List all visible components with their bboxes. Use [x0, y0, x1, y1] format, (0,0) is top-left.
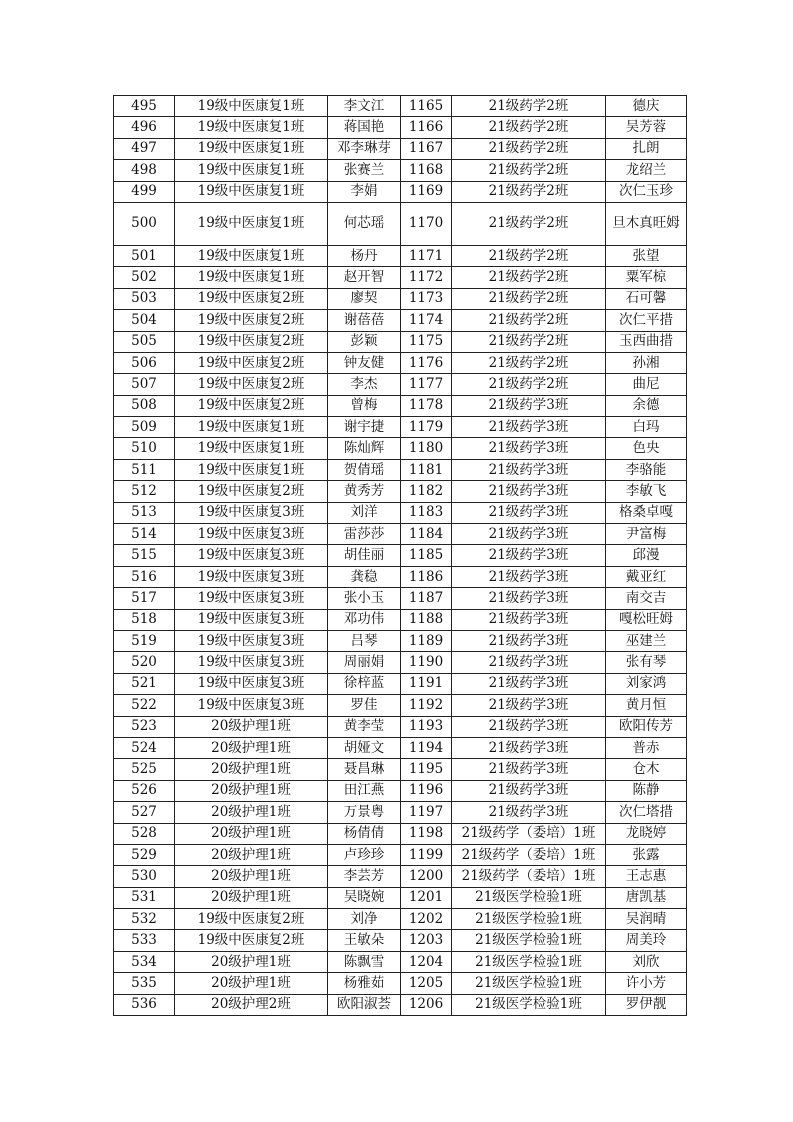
row-number-left: 500: [114, 202, 175, 245]
class-right: 21级药学2班: [452, 138, 606, 159]
student-name-left: 黄秀芳: [328, 481, 401, 502]
student-name-left: 龚稳: [328, 566, 401, 587]
row-number-left: 502: [114, 267, 175, 288]
table-row: [114, 331, 687, 352]
row-number-left: 526: [114, 780, 175, 801]
row-number-left: 498: [114, 160, 175, 181]
student-name-right: 玉西曲措: [606, 331, 687, 352]
class-left: 19级中医康复2班: [175, 331, 328, 352]
row-number-right: 1195: [401, 759, 452, 780]
student-name-left: 贺倩瑶: [328, 459, 401, 480]
class-right: 21级药学3班: [452, 716, 606, 737]
row-number-right: 1199: [401, 844, 452, 865]
table-row: [114, 759, 687, 780]
table-row: [114, 866, 687, 887]
class-right: 21级药学2班: [452, 310, 606, 331]
student-name-right: 陈静: [606, 780, 687, 801]
row-number-left: 497: [114, 138, 175, 159]
row-number-right: 1183: [401, 502, 452, 523]
table-row: [114, 181, 687, 202]
row-number-right: 1170: [401, 202, 452, 245]
student-name-left: 谢宇捷: [328, 417, 401, 438]
student-name-left: 曾梅: [328, 395, 401, 416]
class-left: 19级中医康复1班: [175, 245, 328, 266]
student-name-left: 胡娅文: [328, 737, 401, 758]
student-name-right: 南交吉: [606, 588, 687, 609]
row-number-right: 1204: [401, 951, 452, 972]
table-row: [114, 802, 687, 823]
row-number-right: 1190: [401, 652, 452, 673]
row-number-right: 1173: [401, 288, 452, 309]
student-name-right: 扎朗: [606, 138, 687, 159]
row-number-left: 512: [114, 481, 175, 502]
student-name-left: 李杰: [328, 374, 401, 395]
student-name-right: 尹富梅: [606, 524, 687, 545]
student-name-right: 次仁塔措: [606, 802, 687, 823]
row-number-right: 1181: [401, 459, 452, 480]
row-number-right: 1186: [401, 566, 452, 587]
class-left: 20级护理1班: [175, 737, 328, 758]
row-number-left: 504: [114, 310, 175, 331]
class-right: 21级药学2班: [452, 245, 606, 266]
class-left: 20级护理1班: [175, 716, 328, 737]
student-name-right: 李敏飞: [606, 481, 687, 502]
row-number-right: 1165: [401, 96, 452, 117]
student-name-right: 格桑卓嘎: [606, 502, 687, 523]
row-number-right: 1180: [401, 438, 452, 459]
class-right: 21级药学3班: [452, 737, 606, 758]
class-left: 19级中医康复1班: [175, 181, 328, 202]
class-left: 19级中医康复2班: [175, 930, 328, 951]
row-number-right: 1167: [401, 138, 452, 159]
class-right: 21级药学3班: [452, 695, 606, 716]
student-name-left: 张小玉: [328, 588, 401, 609]
student-name-left: 杨雅茹: [328, 973, 401, 994]
student-name-right: 余德: [606, 395, 687, 416]
class-left: 19级中医康复1班: [175, 459, 328, 480]
table-row: [114, 160, 687, 181]
table-row: [114, 887, 687, 908]
class-left: 20级护理1班: [175, 780, 328, 801]
table-row: [114, 245, 687, 266]
class-left: 20级护理1班: [175, 887, 328, 908]
student-name-right: 张露: [606, 844, 687, 865]
student-name-right: 色央: [606, 438, 687, 459]
row-number-left: 505: [114, 331, 175, 352]
row-number-right: 1198: [401, 823, 452, 844]
student-name-right: 普赤: [606, 737, 687, 758]
student-name-left: 陈灿辉: [328, 438, 401, 459]
class-right: 21级药学2班: [452, 117, 606, 138]
student-name-right: 刘欣: [606, 951, 687, 972]
student-name-right: 刘家鸿: [606, 673, 687, 694]
row-number-right: 1169: [401, 181, 452, 202]
student-name-right: 唐凯基: [606, 887, 687, 908]
class-left: 19级中医康复1班: [175, 417, 328, 438]
student-name-right: 孙湘: [606, 352, 687, 373]
row-number-left: 533: [114, 930, 175, 951]
row-number-right: 1189: [401, 630, 452, 651]
row-number-left: 519: [114, 630, 175, 651]
table-body: [114, 96, 687, 1016]
class-left: 19级中医康复1班: [175, 117, 328, 138]
student-name-left: 赵开智: [328, 267, 401, 288]
table-row: [114, 202, 687, 245]
row-number-right: 1174: [401, 310, 452, 331]
student-name-left: 李芸芳: [328, 866, 401, 887]
class-left: 20级护理2班: [175, 994, 328, 1015]
class-left: 19级中医康复3班: [175, 588, 328, 609]
row-number-left: 521: [114, 673, 175, 694]
row-number-left: 518: [114, 609, 175, 630]
table-row: [114, 588, 687, 609]
table-row: [114, 352, 687, 373]
class-right: 21级药学3班: [452, 652, 606, 673]
class-left: 19级中医康复1班: [175, 160, 328, 181]
table-row: [114, 545, 687, 566]
student-name-right: 许小芳: [606, 973, 687, 994]
class-left: 19级中医康复1班: [175, 202, 328, 245]
table-row: [114, 417, 687, 438]
class-right: 21级医学检验1班: [452, 994, 606, 1015]
student-name-left: 李娟: [328, 181, 401, 202]
row-number-right: 1176: [401, 352, 452, 373]
student-name-left: 黄李莹: [328, 716, 401, 737]
row-number-right: 1187: [401, 588, 452, 609]
row-number-right: 1182: [401, 481, 452, 502]
class-left: 19级中医康复3班: [175, 524, 328, 545]
student-name-left: 聂昌琳: [328, 759, 401, 780]
table-row: [114, 994, 687, 1015]
student-name-left: 欧阳淑荟: [328, 994, 401, 1015]
row-number-left: 496: [114, 117, 175, 138]
class-left: 20级护理1班: [175, 973, 328, 994]
class-left: 19级中医康复1班: [175, 96, 328, 117]
row-number-right: 1166: [401, 117, 452, 138]
class-right: 21级药学2班: [452, 181, 606, 202]
student-name-right: 邱漫: [606, 545, 687, 566]
row-number-left: 529: [114, 844, 175, 865]
row-number-left: 528: [114, 823, 175, 844]
class-right: 21级医学检验1班: [452, 909, 606, 930]
table-row: [114, 267, 687, 288]
table-row: [114, 973, 687, 994]
class-right: 21级医学检验1班: [452, 930, 606, 951]
row-number-left: 507: [114, 374, 175, 395]
row-number-left: 515: [114, 545, 175, 566]
class-right: 21级药学3班: [452, 438, 606, 459]
student-name-left: 何芯瑶: [328, 202, 401, 245]
student-name-left: 钟友健: [328, 352, 401, 373]
student-name-left: 李文江: [328, 96, 401, 117]
table-row: [114, 566, 687, 587]
student-name-left: 吕琴: [328, 630, 401, 651]
table-row: [114, 288, 687, 309]
row-number-right: 1197: [401, 802, 452, 823]
student-name-right: 王志惠: [606, 866, 687, 887]
class-left: 19级中医康复3班: [175, 545, 328, 566]
table-row: [114, 695, 687, 716]
table-row: [114, 524, 687, 545]
row-number-left: 514: [114, 524, 175, 545]
table-row: [114, 844, 687, 865]
class-right: 21级药学3班: [452, 588, 606, 609]
table-row: [114, 374, 687, 395]
student-name-right: 黄月恒: [606, 695, 687, 716]
row-number-left: 535: [114, 973, 175, 994]
class-right: 21级药学2班: [452, 267, 606, 288]
row-number-right: 1168: [401, 160, 452, 181]
student-name-right: 次仁玉珍: [606, 181, 687, 202]
class-right: 21级药学3班: [452, 780, 606, 801]
row-number-right: 1179: [401, 417, 452, 438]
table-row: [114, 630, 687, 651]
row-number-left: 536: [114, 994, 175, 1015]
class-right: 21级药学3班: [452, 395, 606, 416]
row-number-right: 1193: [401, 716, 452, 737]
row-number-right: 1201: [401, 887, 452, 908]
table-row: [114, 823, 687, 844]
class-left: 19级中医康复2班: [175, 909, 328, 930]
student-name-left: 刘洋: [328, 502, 401, 523]
class-left: 19级中医康复1班: [175, 267, 328, 288]
table-row: [114, 117, 687, 138]
row-number-left: 510: [114, 438, 175, 459]
row-number-right: 1206: [401, 994, 452, 1015]
row-number-left: 499: [114, 181, 175, 202]
table-row: [114, 930, 687, 951]
student-name-left: 彭颖: [328, 331, 401, 352]
student-name-right: 白玛: [606, 417, 687, 438]
class-right: 21级药学3班: [452, 502, 606, 523]
student-name-left: 谢蓓蓓: [328, 310, 401, 331]
row-number-right: 1175: [401, 331, 452, 352]
class-right: 21级药学2班: [452, 160, 606, 181]
student-name-right: 粟军椋: [606, 267, 687, 288]
row-number-left: 522: [114, 695, 175, 716]
student-name-left: 田江燕: [328, 780, 401, 801]
class-right: 21级药学2班: [452, 288, 606, 309]
student-name-left: 陈飘雪: [328, 951, 401, 972]
row-number-right: 1196: [401, 780, 452, 801]
student-list-table: [113, 95, 687, 1016]
student-name-right: 欧阳传芳: [606, 716, 687, 737]
row-number-left: 503: [114, 288, 175, 309]
row-number-left: 520: [114, 652, 175, 673]
row-number-right: 1185: [401, 545, 452, 566]
class-right: 21级药学（委培）1班: [452, 823, 606, 844]
table-row: [114, 310, 687, 331]
class-left: 19级中医康复2班: [175, 481, 328, 502]
student-name-right: 李骆能: [606, 459, 687, 480]
student-name-right: 吴润晴: [606, 909, 687, 930]
class-right: 21级药学2班: [452, 374, 606, 395]
student-name-left: 徐梓蓝: [328, 673, 401, 694]
class-right: 21级药学3班: [452, 802, 606, 823]
student-name-right: 周美玲: [606, 930, 687, 951]
class-left: 20级护理1班: [175, 951, 328, 972]
student-name-right: 龙晓婷: [606, 823, 687, 844]
student-name-right: 旦木真旺姆: [606, 202, 687, 245]
class-left: 19级中医康复3班: [175, 652, 328, 673]
student-name-right: 德庆: [606, 96, 687, 117]
class-left: 19级中医康复1班: [175, 138, 328, 159]
class-right: 21级药学3班: [452, 545, 606, 566]
student-name-right: 张有琴: [606, 652, 687, 673]
class-left: 19级中医康复3班: [175, 502, 328, 523]
student-name-left: 邓李琳芽: [328, 138, 401, 159]
student-name-right: 吴芳蓉: [606, 117, 687, 138]
table-row: [114, 951, 687, 972]
class-left: 20级护理1班: [175, 802, 328, 823]
row-number-left: 506: [114, 352, 175, 373]
row-number-left: 495: [114, 96, 175, 117]
class-right: 21级药学2班: [452, 96, 606, 117]
student-name-right: 仓木: [606, 759, 687, 780]
table-row: [114, 395, 687, 416]
class-left: 19级中医康复2班: [175, 288, 328, 309]
student-name-left: 张赛兰: [328, 160, 401, 181]
student-name-right: 戴亚红: [606, 566, 687, 587]
table-row: [114, 96, 687, 117]
row-number-right: 1205: [401, 973, 452, 994]
row-number-right: 1178: [401, 395, 452, 416]
row-number-right: 1177: [401, 374, 452, 395]
table-row: [114, 673, 687, 694]
student-name-left: 胡佳丽: [328, 545, 401, 566]
class-left: 20级护理1班: [175, 844, 328, 865]
class-left: 19级中医康复3班: [175, 609, 328, 630]
row-number-right: 1192: [401, 695, 452, 716]
student-name-left: 卢珍珍: [328, 844, 401, 865]
class-left: 20级护理1班: [175, 866, 328, 887]
class-left: 20级护理1班: [175, 759, 328, 780]
class-left: 19级中医康复3班: [175, 566, 328, 587]
student-name-right: 张望: [606, 245, 687, 266]
row-number-right: 1188: [401, 609, 452, 630]
student-name-left: 万景粤: [328, 802, 401, 823]
row-number-right: 1200: [401, 866, 452, 887]
student-name-left: 雷莎莎: [328, 524, 401, 545]
student-name-left: 王敏朵: [328, 930, 401, 951]
row-number-right: 1203: [401, 930, 452, 951]
class-right: 21级医学检验1班: [452, 973, 606, 994]
student-name-left: 廖契: [328, 288, 401, 309]
student-name-right: 嘎松旺姆: [606, 609, 687, 630]
student-name-right: 龙绍兰: [606, 160, 687, 181]
class-right: 21级药学3班: [452, 481, 606, 502]
class-right: 21级药学3班: [452, 759, 606, 780]
row-number-left: 511: [114, 459, 175, 480]
class-left: 19级中医康复3班: [175, 673, 328, 694]
class-left: 19级中医康复2班: [175, 395, 328, 416]
row-number-right: 1202: [401, 909, 452, 930]
row-number-left: 516: [114, 566, 175, 587]
class-left: 20级护理1班: [175, 823, 328, 844]
table-row: [114, 780, 687, 801]
row-number-left: 532: [114, 909, 175, 930]
table-row: [114, 459, 687, 480]
table-row: [114, 609, 687, 630]
class-left: 19级中医康复2班: [175, 310, 328, 331]
student-name-right: 罗伊靓: [606, 994, 687, 1015]
student-name-left: 杨倩倩: [328, 823, 401, 844]
class-left: 19级中医康复1班: [175, 438, 328, 459]
student-name-right: 巫建兰: [606, 630, 687, 651]
row-number-left: 513: [114, 502, 175, 523]
table-row: [114, 737, 687, 758]
class-right: 21级药学3班: [452, 566, 606, 587]
class-left: 19级中医康复2班: [175, 352, 328, 373]
row-number-right: 1194: [401, 737, 452, 758]
row-number-left: 531: [114, 887, 175, 908]
table-row: [114, 138, 687, 159]
table-row: [114, 502, 687, 523]
class-left: 19级中医康复3班: [175, 695, 328, 716]
class-right: 21级药学（委培）1班: [452, 866, 606, 887]
row-number-left: 508: [114, 395, 175, 416]
student-name-left: 蒋国艳: [328, 117, 401, 138]
table-row: [114, 716, 687, 737]
class-right: 21级药学3班: [452, 630, 606, 651]
class-right: 21级药学3班: [452, 609, 606, 630]
student-name-right: 曲尼: [606, 374, 687, 395]
class-right: 21级医学检验1班: [452, 951, 606, 972]
row-number-right: 1184: [401, 524, 452, 545]
student-name-left: 吴晓婉: [328, 887, 401, 908]
class-right: 21级药学2班: [452, 202, 606, 245]
row-number-left: 525: [114, 759, 175, 780]
row-number-left: 501: [114, 245, 175, 266]
class-right: 21级药学2班: [452, 331, 606, 352]
class-right: 21级药学3班: [452, 673, 606, 694]
row-number-right: 1171: [401, 245, 452, 266]
student-name-left: 刘净: [328, 909, 401, 930]
row-number-left: 517: [114, 588, 175, 609]
table-row: [114, 909, 687, 930]
table-row: [114, 481, 687, 502]
row-number-left: 527: [114, 802, 175, 823]
class-right: 21级药学3班: [452, 459, 606, 480]
table-row: [114, 652, 687, 673]
row-number-right: 1172: [401, 267, 452, 288]
row-number-left: 509: [114, 417, 175, 438]
class-right: 21级药学2班: [452, 352, 606, 373]
student-name-left: 杨丹: [328, 245, 401, 266]
class-right: 21级药学（委培）1班: [452, 844, 606, 865]
student-name-left: 周丽娟: [328, 652, 401, 673]
student-name-left: 邓功伟: [328, 609, 401, 630]
student-name-right: 次仁平措: [606, 310, 687, 331]
table-row: [114, 438, 687, 459]
class-left: 19级中医康复3班: [175, 630, 328, 651]
student-name-left: 罗佳: [328, 695, 401, 716]
class-right: 21级药学3班: [452, 417, 606, 438]
class-right: 21级医学检验1班: [452, 887, 606, 908]
student-name-right: 石可馨: [606, 288, 687, 309]
row-number-left: 534: [114, 951, 175, 972]
class-right: 21级药学3班: [452, 524, 606, 545]
row-number-left: 530: [114, 866, 175, 887]
row-number-left: 523: [114, 716, 175, 737]
row-number-left: 524: [114, 737, 175, 758]
class-left: 19级中医康复2班: [175, 374, 328, 395]
row-number-right: 1191: [401, 673, 452, 694]
